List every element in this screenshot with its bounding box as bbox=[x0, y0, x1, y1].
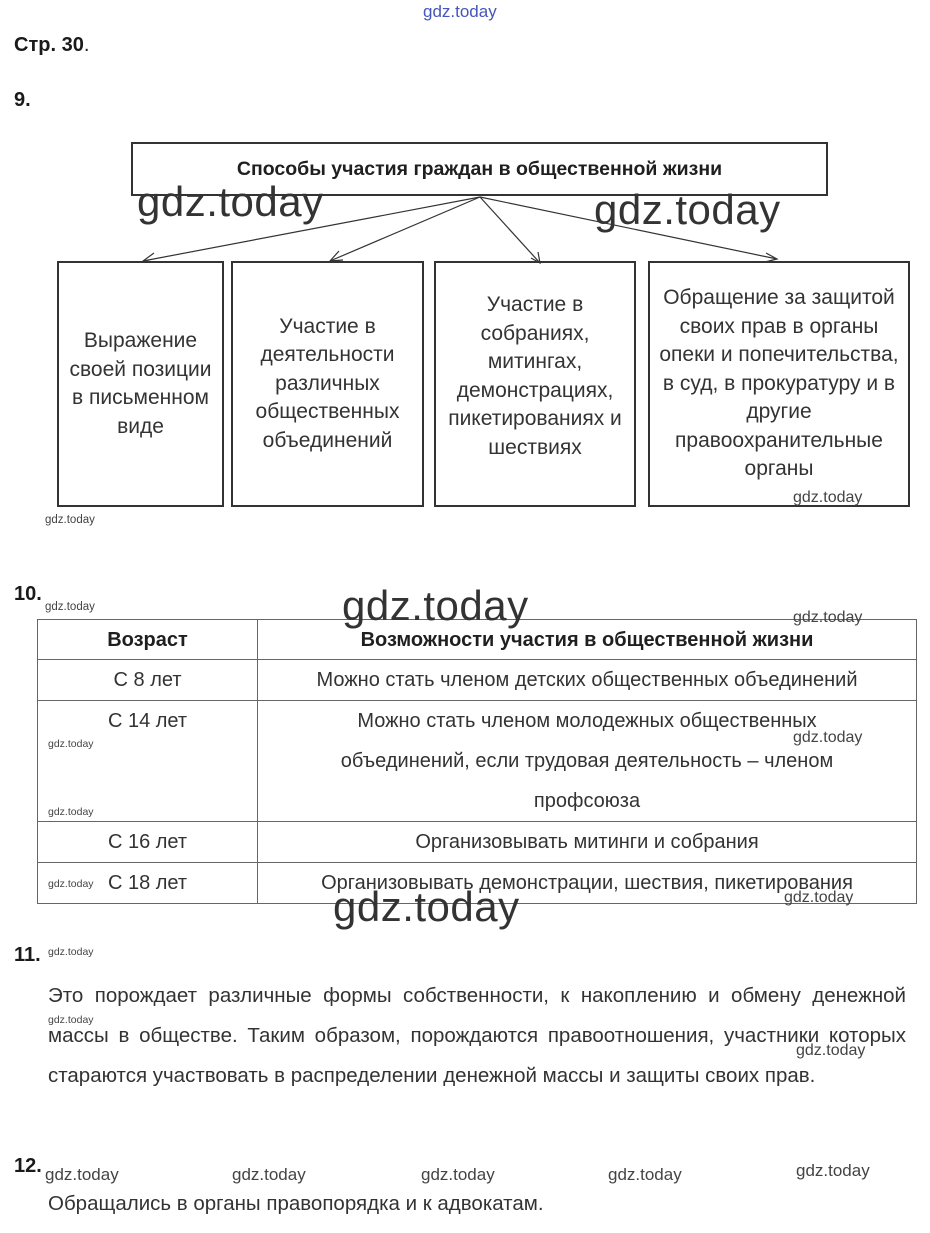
watermark: gdz.today bbox=[784, 889, 854, 906]
diagram-box-1 bbox=[57, 261, 224, 507]
watermark: gdz.today bbox=[45, 601, 95, 613]
task11-answer: Это порождает различные формы собственности, к накоплению и обмену денежной массы в обществе. Таким образом, порождаются правоотношения, участники которых стараются участвовать в распределении денежной массы и защиты своих прав. bbox=[48, 984, 906, 1087]
diagram-arrows bbox=[0, 0, 930, 270]
diagram-box-4-text: Обращение за защитой своих прав в органы опеки и попечительства, в суд, в прокуратуру и в другие правоохранительные органы bbox=[659, 286, 899, 481]
table-row bbox=[38, 660, 917, 701]
watermark: gdz.today bbox=[793, 729, 863, 746]
watermark: gdz.today bbox=[796, 1161, 870, 1180]
diagram-title: Способы участия граждан в общественной жизни bbox=[236, 157, 723, 180]
watermark: gdz.today bbox=[48, 806, 94, 818]
watermark: gdz.today bbox=[232, 1165, 306, 1184]
table-cell-age: С 14 лет bbox=[38, 701, 258, 822]
watermark: gdz.today bbox=[45, 1165, 119, 1184]
table-cell-opportunity: Организовывать демонстрации, шествия, пикетирования bbox=[258, 863, 917, 904]
table-cell-opportunity: Можно стать членом молодежных общественных объединений, если трудовая деятельность – членом профсоюза bbox=[258, 701, 917, 822]
task11-number: 11. bbox=[14, 944, 41, 966]
task9-number: 9. bbox=[14, 89, 31, 111]
watermark: gdz.today bbox=[48, 738, 94, 750]
watermark: gdz.today bbox=[793, 609, 863, 626]
arrow-to-box-3 bbox=[480, 197, 540, 263]
table-cell-opportunity: Организовывать митинги и собрания bbox=[258, 822, 917, 863]
table-cell-age: С 18 лет bbox=[38, 863, 258, 904]
watermark: gdz.today bbox=[137, 178, 324, 225]
table-cell-age: С 16 лет bbox=[38, 822, 258, 863]
table-cell-opportunity: Можно стать членом детских общественных объединений bbox=[258, 660, 917, 701]
watermark: gdz.today bbox=[423, 2, 497, 21]
watermark: gdz.today bbox=[793, 489, 863, 506]
diagram-box-3-text: Участие в собраниях, митингах, демонстрациях, пикетированиях и шествиях bbox=[448, 293, 622, 459]
task12-answer: Обращались в органы правопорядка и к адвокатам. bbox=[48, 1192, 544, 1215]
page-heading-text: Стр. 30 bbox=[14, 34, 84, 56]
watermark: gdz.today bbox=[45, 514, 95, 526]
table-row bbox=[38, 701, 917, 822]
watermark: gdz.today bbox=[48, 878, 94, 890]
diagram-box-4 bbox=[648, 261, 910, 507]
diagram-box-3 bbox=[434, 261, 636, 507]
watermark: gdz.today bbox=[48, 1014, 94, 1026]
watermark: gdz.today bbox=[342, 582, 529, 629]
task12-number: 12. bbox=[14, 1155, 42, 1177]
age-opportunities-table bbox=[37, 619, 917, 904]
watermark: gdz.today bbox=[796, 1042, 866, 1059]
task10-number: 10. bbox=[14, 583, 42, 605]
table-header-age: Возраст bbox=[38, 620, 258, 660]
table-row bbox=[38, 822, 917, 863]
diagram-box-1-text: Выражение своей позиции в письменном виде bbox=[69, 329, 212, 438]
page-heading-dot: . bbox=[83, 34, 90, 56]
arrow-to-box-2 bbox=[330, 197, 480, 261]
diagram-box-2-text: Участие в деятельности различных общественных объединений bbox=[255, 314, 400, 452]
watermark: gdz.today bbox=[333, 883, 520, 930]
watermark: gdz.today bbox=[594, 186, 781, 233]
diagram-box-2 bbox=[231, 261, 424, 507]
table-header-opportunities: Возможности участия в общественной жизни bbox=[258, 620, 917, 660]
table-cell-age: С 8 лет bbox=[38, 660, 258, 701]
watermark: gdz.today bbox=[421, 1165, 495, 1184]
watermark: gdz.today bbox=[608, 1165, 682, 1184]
watermark: gdz.today bbox=[48, 946, 94, 958]
